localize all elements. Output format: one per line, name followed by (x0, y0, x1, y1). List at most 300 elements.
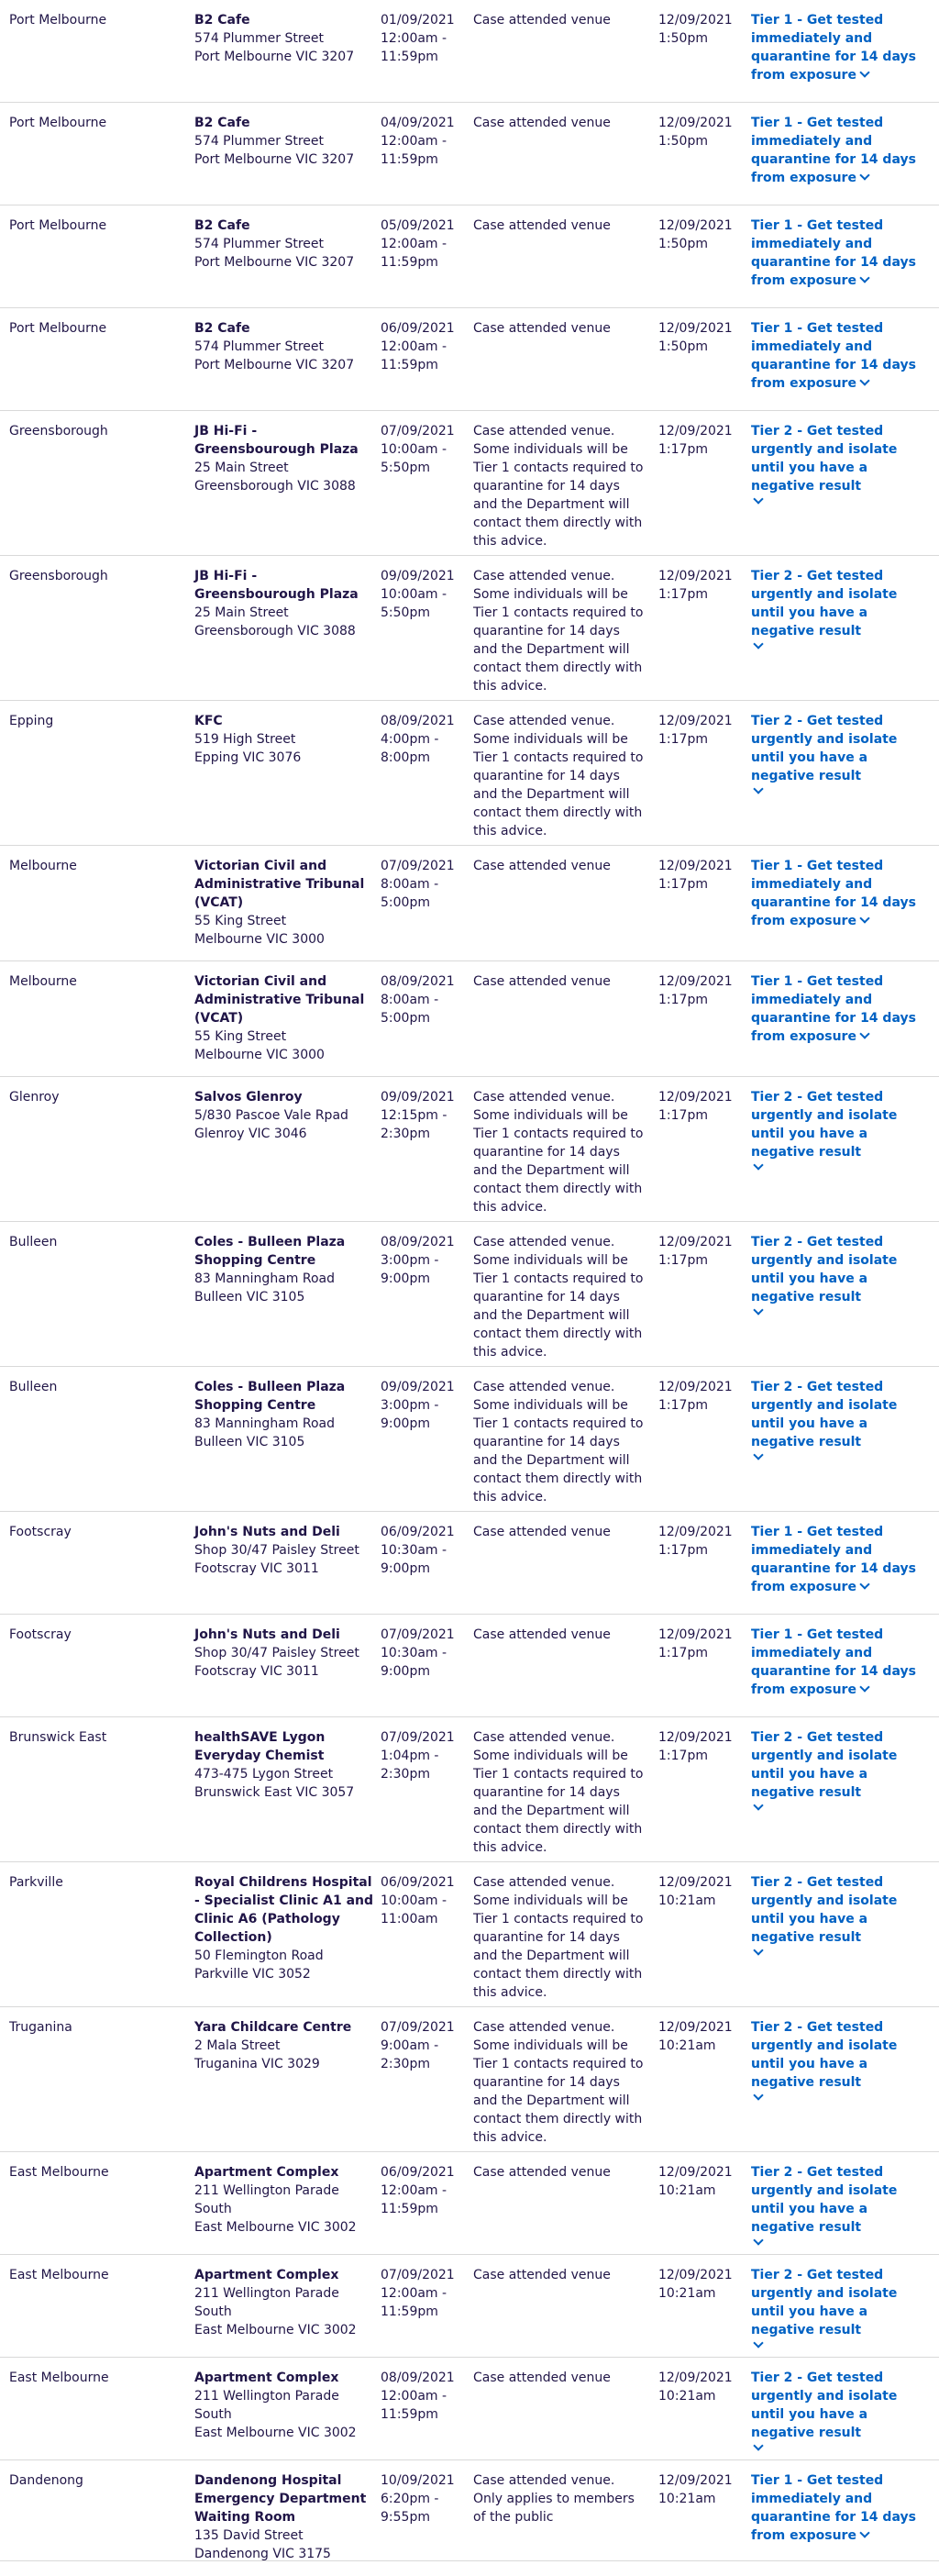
table-row (0, 2358, 939, 2460)
added-time-cell (658, 1728, 732, 1765)
suburb-cell: Port Melbourne (9, 218, 107, 233)
notes-cell: Case attended venue (473, 859, 611, 873)
chevron-down-icon (859, 1682, 869, 1692)
health-advice-text: Tier 1 - Get tested immediately and quarantine for 14 days from exposure (751, 218, 916, 288)
added-time-line: 12/09/2021 (658, 1235, 733, 1249)
added-time-line: 1:17pm (658, 442, 708, 457)
exposure-time-line: 09/09/2021 (381, 1090, 455, 1105)
suburb-cell: Bulleen (9, 1380, 58, 1394)
added-time-line: 12/09/2021 (658, 2020, 733, 2035)
venue-name: Apartment Complex (194, 2268, 339, 2282)
health-advice-toggle[interactable] (751, 1523, 931, 1596)
venue-name: Apartment Complex (194, 2371, 339, 2385)
table-row (0, 1367, 939, 1512)
added-time-line: 1:17pm (658, 993, 708, 1007)
exposure-time-line: 9:00pm (381, 1561, 430, 1576)
venue-address-line: 211 Wellington Parade South (194, 2389, 339, 2422)
chevron-down-icon (859, 1579, 869, 1589)
exposure-time-cell (381, 11, 463, 66)
exposure-time-line: 9:55pm (381, 2510, 430, 2525)
exposure-time-line: 10:00am - (381, 1893, 447, 1908)
chevron-down-icon (753, 494, 763, 504)
table-row (0, 2460, 939, 2561)
venue-address-line: 25 Main Street (194, 461, 289, 475)
health-advice-toggle[interactable] (751, 1233, 931, 1314)
table-row (0, 1512, 939, 1615)
venue-address-line: 25 Main Street (194, 605, 289, 620)
venue-name: KFC (194, 714, 223, 728)
added-time-line: 10:21am (658, 1893, 716, 1908)
exposure-time-line: 07/09/2021 (381, 1730, 455, 1745)
venue-address-line: Melbourne VIC 3000 (194, 1048, 325, 1062)
site-cell (194, 1523, 378, 1578)
suburb-cell: East Melbourne (9, 2371, 109, 2385)
exposure-time-line: 9:00pm (381, 1664, 430, 1679)
added-time-line: 1:50pm (658, 339, 708, 354)
venue-address-line: East Melbourne VIC 3002 (194, 2323, 357, 2337)
exposure-time-line: 11:59pm (381, 152, 438, 167)
suburb-cell: Greensborough (9, 569, 108, 583)
venue-address-line: Glenroy VIC 3046 (194, 1127, 307, 1141)
added-time-line: 1:17pm (658, 1543, 708, 1558)
chevron-down-icon (859, 2527, 869, 2537)
venue-address-line: 55 King Street (194, 914, 287, 928)
table-row (0, 961, 939, 1077)
exposure-time-cell (381, 2266, 463, 2321)
table-row (0, 205, 939, 308)
venue-address-line: Footscray VIC 3011 (194, 1664, 319, 1679)
added-time-line: 10:21am (658, 2183, 716, 2198)
health-advice-toggle[interactable] (751, 1728, 931, 1809)
venue-address-line: Port Melbourne VIC 3207 (194, 50, 355, 64)
exposure-time-cell (381, 2369, 463, 2424)
notes-cell: Case attended venue. Some individuals will be Tier 1 contacts required to quarantine for 14 days and the Department will contact them directly with this advice. (473, 569, 644, 694)
added-time-line: 10:21am (658, 2038, 716, 2053)
site-cell (194, 1233, 378, 1306)
suburb-cell: Glenroy (9, 1090, 60, 1105)
added-time-line: 12/09/2021 (658, 1730, 733, 1745)
health-advice-text: Tier 2 - Get tested urgently and isolate until you have a negative result (751, 1380, 898, 1449)
venue-address-line: 574 Plummer Street (194, 237, 325, 251)
site-cell (194, 319, 378, 374)
added-time-cell (658, 2369, 732, 2405)
notes-cell: Case attended venue (473, 321, 611, 336)
health-advice-toggle[interactable] (751, 1873, 931, 1954)
exposure-time-line: 5:50pm (381, 605, 430, 620)
added-time-line: 12/09/2021 (658, 1525, 733, 1539)
exposure-time-line: 5:00pm (381, 895, 430, 910)
added-time-line: 1:17pm (658, 1108, 708, 1123)
venue-address-line: East Melbourne VIC 3002 (194, 2426, 357, 2440)
added-time-cell (658, 217, 732, 253)
health-advice-text: Tier 2 - Get tested urgently and isolate until you have a negative result (751, 1730, 898, 1800)
venue-name: John's Nuts and Deli (194, 1525, 340, 1539)
venue-address-line: East Melbourne VIC 3002 (194, 2220, 357, 2235)
venue-address-line: Shop 30/47 Paisley Street (194, 1646, 359, 1660)
health-advice-text: Tier 1 - Get tested immediately and quarantine for 14 days from exposure (751, 1525, 916, 1594)
exposure-time-line: 11:00am (381, 1912, 438, 1926)
venue-address-line: Shop 30/47 Paisley Street (194, 1543, 359, 1558)
exposure-time-line: 8:00am - (381, 877, 439, 892)
exposure-time-line: 05/09/2021 (381, 218, 455, 233)
venue-name: Salvos Glenroy (194, 1090, 303, 1105)
exposure-time-line: 11:59pm (381, 2407, 438, 2422)
chevron-down-icon (859, 1028, 869, 1038)
exposure-time-line: 04/09/2021 (381, 116, 455, 130)
suburb-cell: Brunswick East (9, 1730, 107, 1745)
exposure-time-line: 12:00am - (381, 2183, 447, 2198)
notes-cell: Case attended venue. Some individuals will be Tier 1 contacts required to quarantine for 14 days and the Department will contact them directly with this advice. (473, 424, 644, 549)
exposure-time-line: 6:20pm - (381, 2492, 439, 2506)
added-time-cell (658, 857, 732, 894)
suburb-cell: Port Melbourne (9, 116, 107, 130)
table-row (0, 2152, 939, 2255)
added-time-cell (658, 972, 732, 1009)
venue-address-line: Port Melbourne VIC 3207 (194, 255, 355, 270)
health-advice-text: Tier 2 - Get tested urgently and isolate until you have a negative result (751, 1235, 898, 1305)
chevron-down-icon (753, 638, 763, 649)
health-advice-toggle[interactable] (751, 1626, 931, 1699)
exposure-time-line: 08/09/2021 (381, 714, 455, 728)
suburb-cell: Footscray (9, 1525, 72, 1539)
chevron-down-icon (859, 375, 869, 385)
venue-address-line: 574 Plummer Street (194, 339, 325, 354)
exposure-time-line: 10:00am - (381, 442, 447, 457)
table-row (0, 556, 939, 701)
exposure-time-cell (381, 712, 463, 767)
exposure-time-line: 10:30am - (381, 1543, 447, 1558)
exposure-time-line: 08/09/2021 (381, 2371, 455, 2385)
added-time-line: 1:50pm (658, 31, 708, 46)
site-cell (194, 114, 378, 169)
health-advice-toggle[interactable] (751, 114, 931, 187)
chevron-down-icon (753, 1945, 763, 1955)
site-cell (194, 2471, 378, 2563)
venue-address-line: 519 High Street (194, 732, 296, 747)
added-time-cell (658, 422, 732, 459)
health-advice-toggle[interactable] (751, 11, 931, 84)
venue-address-line: 211 Wellington Parade South (194, 2183, 339, 2216)
exposure-time-line: 11:59pm (381, 2202, 438, 2216)
notes-cell: Case attended venue. Some individuals will be Tier 1 contacts required to quarantine for 14 days and the Department will contact them directly with this advice. (473, 1380, 644, 1505)
exposure-time-line: 1:04pm - (381, 1749, 439, 1763)
suburb-cell: Bulleen (9, 1235, 58, 1249)
exposure-time-cell (381, 857, 463, 912)
site-cell (194, 857, 378, 949)
venue-name: Royal Childrens Hospital - Specialist Clinic A1 and Clinic A6 (Pathology Collection) (194, 1875, 374, 1945)
added-time-line: 12/09/2021 (658, 2268, 733, 2282)
added-time-line: 12/09/2021 (658, 859, 733, 873)
table-row (0, 2255, 939, 2358)
chevron-down-icon (859, 67, 869, 77)
exposure-time-line: 4:00pm - (381, 732, 439, 747)
site-cell (194, 1728, 378, 1802)
added-time-cell (658, 1088, 732, 1125)
health-advice-toggle[interactable] (751, 857, 931, 930)
added-time-line: 1:17pm (658, 732, 708, 747)
added-time-line: 12/09/2021 (658, 1627, 733, 1642)
added-time-line: 12/09/2021 (658, 321, 733, 336)
health-advice-text: Tier 2 - Get tested urgently and isolate until you have a negative result (751, 2371, 898, 2440)
notes-cell: Case attended venue (473, 2165, 611, 2180)
health-advice-text: Tier 2 - Get tested urgently and isolate until you have a negative result (751, 2268, 898, 2337)
chevron-down-icon (753, 2337, 763, 2348)
added-time-cell (658, 1378, 732, 1415)
health-advice-toggle[interactable] (751, 2018, 931, 2099)
exposure-time-line: 01/09/2021 (381, 13, 455, 28)
health-advice-text: Tier 2 - Get tested urgently and isolate until you have a negative result (751, 2020, 898, 2090)
health-advice-toggle[interactable] (751, 319, 931, 393)
added-time-line: 12/09/2021 (658, 1380, 733, 1394)
exposure-time-line: 3:00pm - (381, 1253, 439, 1268)
chevron-down-icon (753, 1449, 763, 1460)
notes-cell: Case attended venue. Some individuals will be Tier 1 contacts required to quarantine for 14 days and the Department will contact them directly with this advice. (473, 1090, 644, 1215)
table-row (0, 1222, 939, 1367)
exposure-time-cell (381, 2163, 463, 2218)
venue-address-line: 473-475 Lygon Street (194, 1767, 334, 1782)
added-time-cell (658, 319, 732, 356)
chevron-down-icon (859, 272, 869, 283)
exposure-time-line: 12:00am - (381, 2389, 447, 2404)
exposure-time-line: 5:50pm (381, 461, 430, 475)
venue-address-line: 83 Manningham Road (194, 1416, 335, 1431)
suburb-cell: East Melbourne (9, 2268, 109, 2282)
table-row (0, 1615, 939, 1717)
health-advice-text: Tier 2 - Get tested urgently and isolate until you have a negative result (751, 2165, 898, 2235)
venue-name: Apartment Complex (194, 2165, 339, 2180)
exposure-time-cell (381, 1378, 463, 1433)
added-time-cell (658, 1523, 732, 1560)
health-advice-text: Tier 2 - Get tested urgently and isolate until you have a negative result (751, 1875, 898, 1945)
venue-name: B2 Cafe (194, 218, 250, 233)
exposure-time-cell (381, 1233, 463, 1288)
table-row (0, 701, 939, 846)
added-time-cell (658, 2163, 732, 2200)
notes-cell: Case attended venue (473, 218, 611, 233)
health-advice-text: Tier 2 - Get tested urgently and isolate until you have a negative result (751, 569, 898, 638)
venue-name: John's Nuts and Deli (194, 1627, 340, 1642)
notes-cell: Case attended venue. Some individuals will be Tier 1 contacts required to quarantine for 14 days and the Department will contact them directly with this advice. (473, 1730, 644, 1855)
added-time-cell (658, 114, 732, 150)
venue-name: Coles - Bulleen Plaza Shopping Centre (194, 1235, 346, 1268)
exposure-time-line: 10:00am - (381, 587, 447, 602)
site-cell (194, 712, 378, 767)
added-time-line: 12/09/2021 (658, 2165, 733, 2180)
chevron-down-icon (753, 783, 763, 794)
venue-address-line: Brunswick East VIC 3057 (194, 1785, 355, 1800)
exposure-time-line: 07/09/2021 (381, 2020, 455, 2035)
health-advice-text: Tier 2 - Get tested urgently and isolate until you have a negative result (751, 714, 898, 783)
exposure-time-line: 11:59pm (381, 358, 438, 372)
exposure-time-line: 07/09/2021 (381, 1627, 455, 1642)
health-advice-toggle[interactable] (751, 972, 931, 1046)
venue-name: JB Hi-Fi - Greensbourough Plaza (194, 569, 359, 602)
venue-name: Victorian Civil and Administrative Tribunal (VCAT) (194, 859, 365, 910)
exposure-time-line: 10/09/2021 (381, 2473, 455, 2488)
venue-address-line: Parkville VIC 3052 (194, 1967, 311, 1982)
exposure-time-cell (381, 422, 463, 477)
site-cell (194, 972, 378, 1064)
health-advice-text: Tier 1 - Get tested immediately and quarantine for 14 days from exposure (751, 13, 916, 83)
venue-name: JB Hi-Fi - Greensbourough Plaza (194, 424, 359, 457)
venue-name: Victorian Civil and Administrative Tribunal (VCAT) (194, 974, 365, 1026)
added-time-line: 12/09/2021 (658, 116, 733, 130)
notes-cell: Case attended venue. Some individuals will be Tier 1 contacts required to quarantine for 14 days and the Department will contact them directly with this advice. (473, 1875, 644, 2000)
health-advice-text: Tier 1 - Get tested immediately and quarantine for 14 days from exposure (751, 1627, 916, 1697)
exposure-time-cell (381, 1728, 463, 1783)
health-advice-text: Tier 1 - Get tested immediately and quarantine for 14 days from exposure (751, 859, 916, 928)
suburb-cell: Greensborough (9, 424, 108, 439)
notes-cell: Case attended venue (473, 116, 611, 130)
venue-address-line: 2 Mala Street (194, 2038, 281, 2053)
exposure-time-line: 07/09/2021 (381, 2268, 455, 2282)
venue-address-line: 50 Flemington Road (194, 1949, 324, 1963)
table-row (0, 1717, 939, 1862)
health-advice-text: Tier 1 - Get tested immediately and quarantine for 14 days from exposure (751, 116, 916, 185)
added-time-line: 12/09/2021 (658, 218, 733, 233)
exposure-time-line: 9:00pm (381, 1271, 430, 1286)
venue-address-line: 135 David Street (194, 2528, 304, 2543)
notes-cell: Case attended venue (473, 2371, 611, 2385)
exposure-time-line: 09/09/2021 (381, 569, 455, 583)
venue-address-line: Port Melbourne VIC 3207 (194, 358, 355, 372)
exposure-time-cell (381, 217, 463, 272)
added-time-line: 1:17pm (658, 1253, 708, 1268)
table-row (0, 1077, 939, 1222)
suburb-cell: Melbourne (9, 974, 77, 989)
added-time-line: 1:50pm (658, 237, 708, 251)
notes-cell: Case attended venue (473, 1627, 611, 1642)
site-cell (194, 2369, 378, 2442)
suburb-cell: Footscray (9, 1627, 72, 1642)
exposure-time-line: 08/09/2021 (381, 1235, 455, 1249)
site-cell (194, 11, 378, 66)
exposure-time-line: 2:30pm (381, 1767, 430, 1782)
exposure-time-line: 8:00am - (381, 993, 439, 1007)
site-cell (194, 422, 378, 495)
suburb-cell: Port Melbourne (9, 321, 107, 336)
added-time-cell (658, 11, 732, 48)
added-time-cell (658, 2266, 732, 2303)
health-advice-text: Tier 2 - Get tested urgently and isolate until you have a negative result (751, 424, 898, 494)
added-time-line: 1:17pm (658, 877, 708, 892)
health-advice-toggle[interactable] (751, 2266, 931, 2347)
suburb-cell: Dandenong (9, 2473, 83, 2488)
health-advice-text: Tier 1 - Get tested immediately and quarantine for 14 days from exposure (751, 2473, 916, 2543)
table-row (0, 308, 939, 411)
suburb-cell: Parkville (9, 1875, 63, 1890)
chevron-down-icon (859, 913, 869, 923)
venue-address-line: Epping VIC 3076 (194, 750, 302, 765)
venue-address-line: 211 Wellington Parade South (194, 2286, 339, 2319)
added-time-line: 1:17pm (658, 1398, 708, 1413)
suburb-cell: Melbourne (9, 859, 77, 873)
exposure-time-line: 2:30pm (381, 1127, 430, 1141)
venue-address-line: Bulleen VIC 3105 (194, 1290, 305, 1305)
exposure-time-line: 5:00pm (381, 1011, 430, 1026)
added-time-cell (658, 712, 732, 749)
health-advice-text: Tier 1 - Get tested immediately and quarantine for 14 days from exposure (751, 321, 916, 391)
suburb-cell: Epping (9, 714, 54, 728)
exposure-time-line: 11:59pm (381, 255, 438, 270)
exposure-time-line: 07/09/2021 (381, 424, 455, 439)
venue-address-line: Melbourne VIC 3000 (194, 932, 325, 947)
exposure-time-cell (381, 972, 463, 1027)
health-advice-toggle[interactable] (751, 217, 931, 290)
exposure-time-line: 3:00pm - (381, 1398, 439, 1413)
venue-address-line: Bulleen VIC 3105 (194, 1435, 305, 1449)
added-time-line: 12/09/2021 (658, 424, 733, 439)
health-advice-toggle[interactable] (751, 712, 931, 793)
health-advice-toggle[interactable] (751, 1378, 931, 1459)
exposure-time-line: 12:00am - (381, 31, 447, 46)
health-advice-toggle[interactable] (751, 1088, 931, 1169)
exposure-time-cell (381, 319, 463, 374)
table-row (0, 411, 939, 556)
health-advice-toggle[interactable] (751, 567, 931, 648)
site-cell (194, 217, 378, 272)
venue-name: Dandenong Hospital Emergency Department Waiting Room (194, 2473, 367, 2525)
exposure-time-line: 9:00pm (381, 1416, 430, 1431)
exposure-time-cell (381, 1088, 463, 1143)
added-time-cell (658, 1233, 732, 1270)
chevron-down-icon (859, 170, 869, 180)
exposure-time-line: 12:15pm - (381, 1108, 447, 1123)
exposure-time-line: 12:00am - (381, 339, 447, 354)
exposure-time-line: 10:30am - (381, 1646, 447, 1660)
health-advice-toggle[interactable] (751, 2471, 931, 2545)
health-advice-text: Tier 2 - Get tested urgently and isolate until you have a negative result (751, 1090, 898, 1160)
added-time-line: 1:50pm (658, 134, 708, 149)
exposure-time-line: 06/09/2021 (381, 2165, 455, 2180)
site-cell (194, 1873, 378, 1983)
added-time-line: 12/09/2021 (658, 974, 733, 989)
exposure-time-cell (381, 1523, 463, 1578)
venue-address-line: 574 Plummer Street (194, 31, 325, 46)
exposure-time-line: 2:30pm (381, 2057, 430, 2071)
venue-name: B2 Cafe (194, 13, 250, 28)
exposure-time-line: 12:00am - (381, 237, 447, 251)
table-row (0, 0, 939, 103)
chevron-down-icon (753, 2440, 763, 2450)
table-row (0, 846, 939, 961)
venue-address-line: 55 King Street (194, 1029, 287, 1044)
added-time-cell (658, 2471, 732, 2508)
site-cell (194, 567, 378, 640)
exposure-time-cell (381, 1873, 463, 1928)
exposure-time-line: 06/09/2021 (381, 321, 455, 336)
venue-address-line: Port Melbourne VIC 3207 (194, 152, 355, 167)
health-advice-toggle[interactable] (751, 2163, 931, 2244)
notes-cell: Case attended venue (473, 13, 611, 28)
exposure-time-cell (381, 1626, 463, 1681)
notes-cell: Case attended venue (473, 974, 611, 989)
venue-name: B2 Cafe (194, 321, 250, 336)
health-advice-toggle[interactable] (751, 2369, 931, 2449)
health-advice-text: Tier 1 - Get tested immediately and quarantine for 14 days from exposure (751, 974, 916, 1044)
site-cell (194, 1378, 378, 1451)
chevron-down-icon (753, 1800, 763, 1810)
exposure-time-line: 06/09/2021 (381, 1875, 455, 1890)
exposure-time-line: 08/09/2021 (381, 974, 455, 989)
exposure-time-line: 11:59pm (381, 50, 438, 64)
site-cell (194, 1626, 378, 1681)
added-time-line: 12/09/2021 (658, 569, 733, 583)
venue-address-line: Dandenong VIC 3175 (194, 2547, 331, 2561)
health-advice-toggle[interactable] (751, 422, 931, 503)
notes-cell: Case attended venue. Some individuals will be Tier 1 contacts required to quarantine for 14 days and the Department will contact them directly with this advice. (473, 714, 644, 838)
site-cell (194, 2018, 378, 2073)
